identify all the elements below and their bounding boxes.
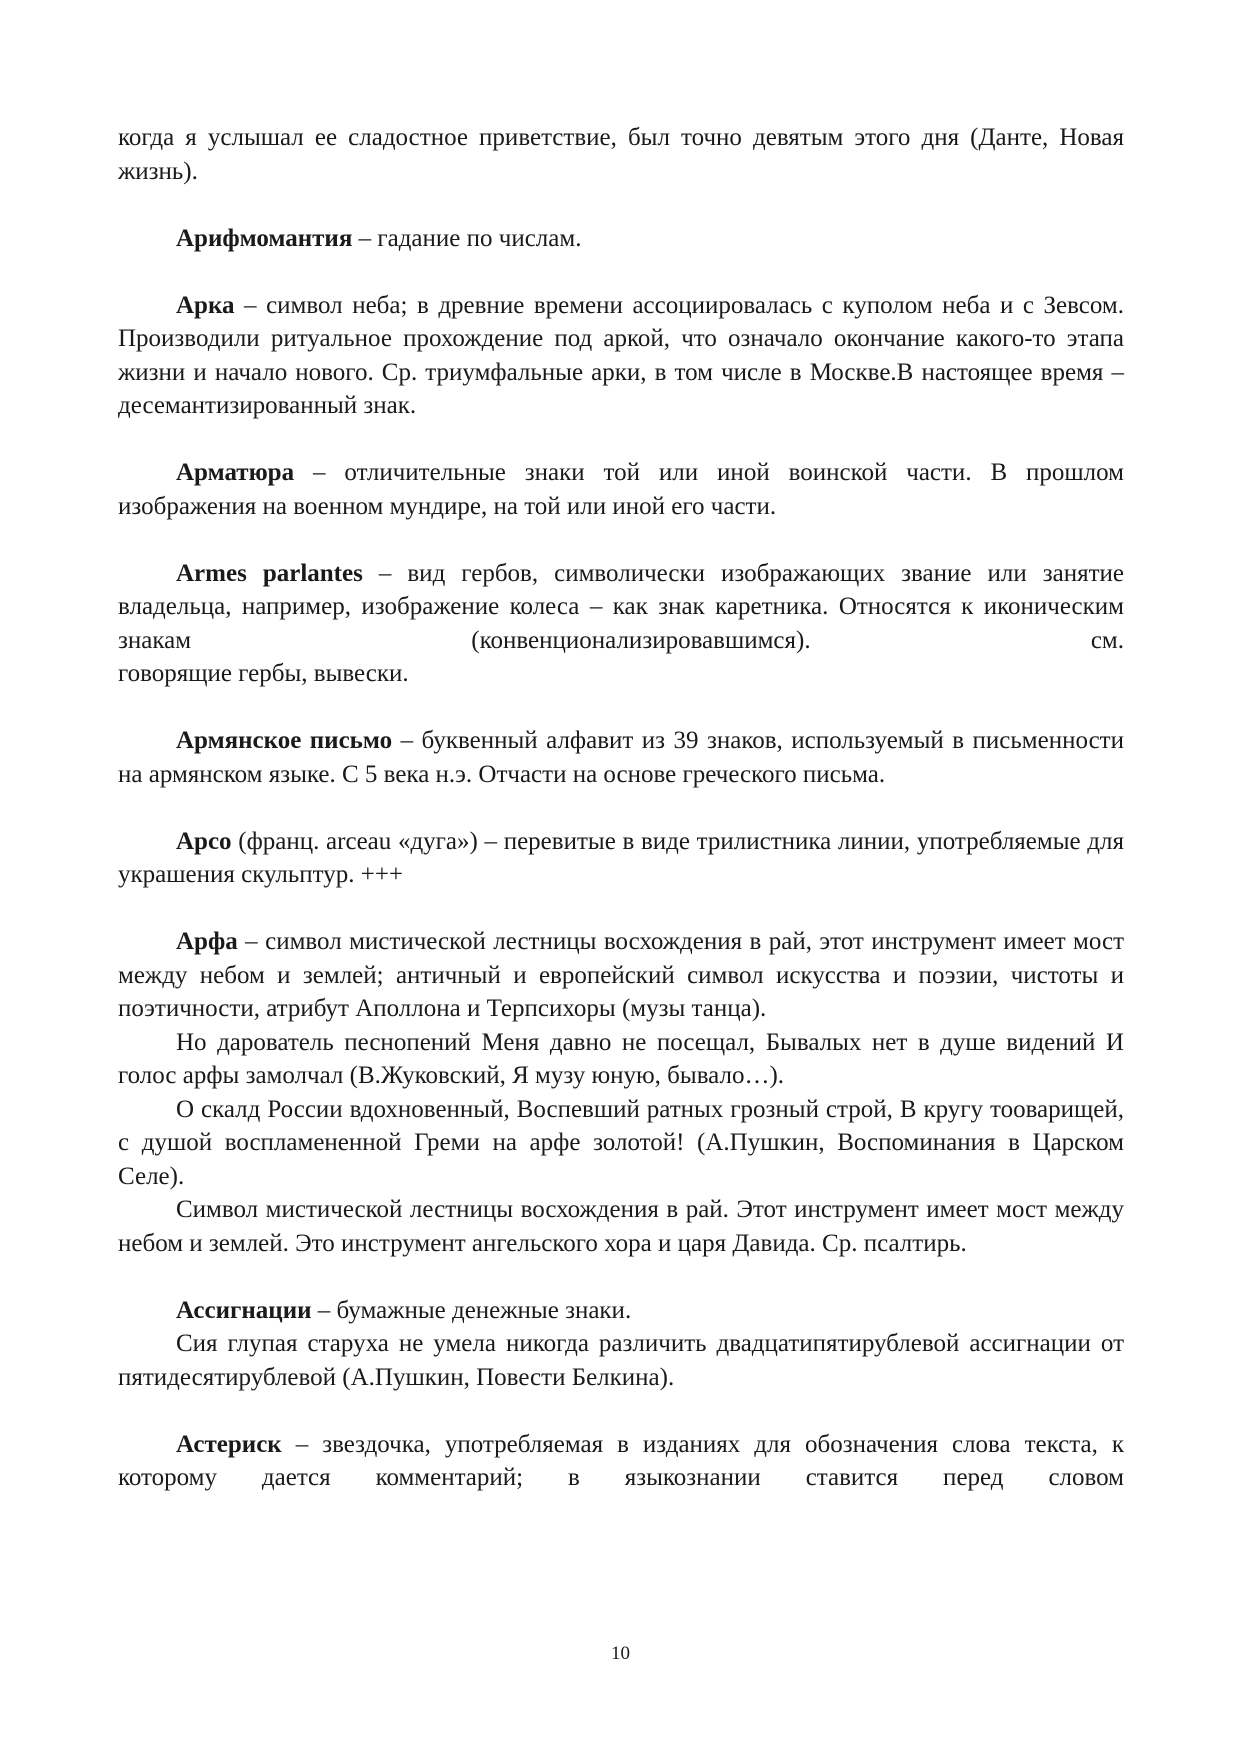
entry-term: Арифмомантия xyxy=(176,224,353,252)
quote-paragraph: Но дарователь песнопений Меня давно не посещал, Бывалых нет в душе видений И голос арфы замолчал (В.Жуковский, Я музу юную, бывало…). xyxy=(118,1028,1124,1089)
entry-arfa xyxy=(118,925,1124,1026)
entry-armes-parlantes xyxy=(118,557,1124,658)
entry-term: Armes parlantes xyxy=(176,559,363,587)
entry-armes-parlantes-continuation: говорящие гербы, вывески. xyxy=(118,660,409,687)
entry-assignatsii xyxy=(118,1294,1124,1328)
entry-definition: – вид гербов, символически изображающих звание или занятие владельца, например, изображение колеса – как знак каретника. Относятся к иконическим знакам (конвенционализировавшимся). см. xyxy=(118,559,1124,654)
entry-term: Арфа xyxy=(176,928,238,955)
quote-paragraph: Сия глупая старуха не умела никогда различить двадцатипятирублевой ассигнации от пятидесятирублевой (А.Пушкин, Повести Белкина). xyxy=(118,1330,1124,1391)
entry-arso xyxy=(118,825,1124,892)
entry-definition: – звездочка, употребляемая в изданиях для обозначения слова текста, к которому дается комментарий; в языкознании ставится перед словом xyxy=(118,1430,1124,1491)
entry-term: Арсо xyxy=(176,827,232,855)
entry-term: Армянское письмо xyxy=(176,727,393,754)
entry-term: Астериск xyxy=(176,1430,282,1458)
entry-arka xyxy=(118,289,1124,423)
intro-paragraph: когда я услышал ее сладостное приветствие, был точно девятым этого дня (Данте, Новая жизнь). xyxy=(118,124,1124,185)
entry-definition: – символ мистической лестницы восхождения в рай, этот инструмент имеет мост между небом и землей; античный и европейский символ искусства и поэзии, чистоты и поэтичности, атрибут Аполлона и Терпсихоры (музы танца). xyxy=(118,928,1124,1022)
entry-arifmomantiya xyxy=(118,222,1124,256)
page-number: 10 xyxy=(611,1643,630,1664)
entry-armatyura xyxy=(118,456,1124,523)
entry-definition: – отличительные знаки той или иной воинской части. В прошлом изображения на военном мундире, на той или иной его части. xyxy=(118,459,1124,520)
entry-term: Арматюра xyxy=(176,459,295,486)
entry-armyanskoe-pismo xyxy=(118,724,1124,791)
entry-definition: – символ неба; в древние времени ассоциировалась с куполом неба и с Зевсом. Производили ритуальное прохождение под аркой, что означало окончание какого-то этапа жизни и начало нового. Ср. триумфальные арки, в том числе в Москве.В настоящее время – десемантизированный знак. xyxy=(118,291,1124,419)
quote-paragraph: О скалд России вдохновенный, Воспевший ратных грозный строй, В кругу тооварищей, с душой воспламененной Греми на арфе золотой! (А.Пушкин, Воспоминания в Царском Селе). xyxy=(118,1095,1124,1190)
entry-definition: (франц. arceau «дуга») – перевитые в виде трилистника линии, употребляемые для украшения скульптур. +++ xyxy=(118,827,1124,888)
document-body xyxy=(118,121,1124,1495)
quote-paragraph: Символ мистической лестницы восхождения в рай. Этот инструмент имеет мост между небом и землей. Это инструмент ангельского хора и царя Давида. Ср. псалтирь. xyxy=(118,1196,1124,1257)
entry-definition: – бумажные денежные знаки. xyxy=(311,1296,632,1324)
entry-definition: – гадание по числам. xyxy=(352,224,582,252)
entry-term: Арка xyxy=(176,291,235,319)
entry-term: Ассигнации xyxy=(176,1296,312,1324)
entry-definition: – буквенный алфавит из 39 знаков, используемый в письменности на армянском языке. С 5 века н.э. Отчасти на основе греческого письма. xyxy=(118,727,1124,788)
entry-asterisk xyxy=(118,1428,1124,1495)
